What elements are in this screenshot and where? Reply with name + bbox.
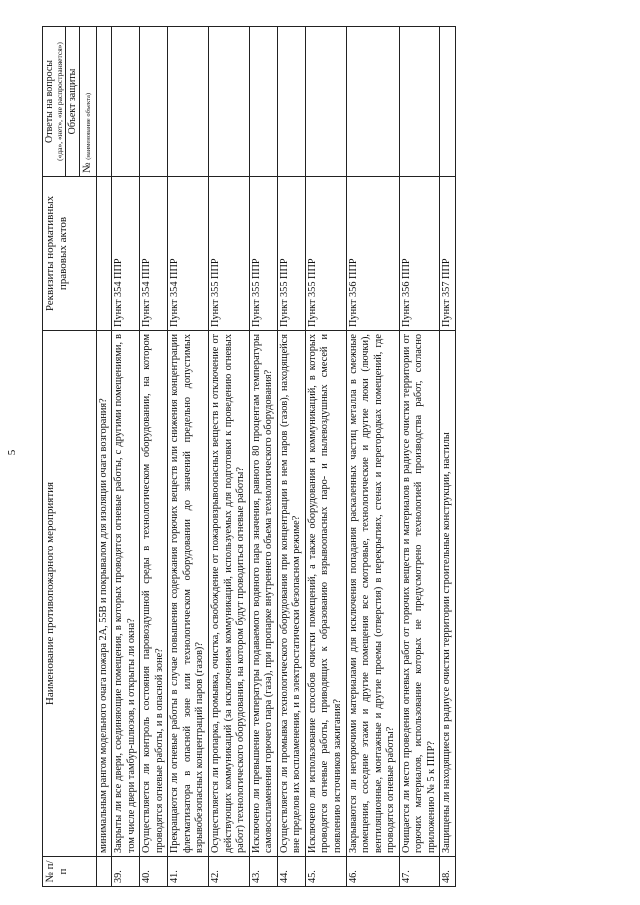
row-requisites — [96, 177, 112, 331]
table-row — [96, 27, 112, 887]
row-text: Исключено ли превышение температуры подаваемого водяного пара значения, равного 80 процентам температуры самовоспламенения горючего пара (газа), при пропарке внутреннего объема технологического оборудования? — [249, 331, 277, 857]
table-row — [305, 27, 346, 887]
row-number: 43. — [249, 857, 277, 887]
table-row — [249, 27, 277, 887]
row-requisites: Пункт 355 ППР — [305, 177, 346, 331]
header-answers-note: («да», «нет», «не распространяется») — [54, 42, 64, 161]
row-requisites: Пункт 356 ППР — [399, 177, 440, 331]
header-name: Наименование противопожарного мероприятия — [43, 331, 97, 857]
row-number: 44. — [277, 857, 305, 887]
table-row — [346, 27, 399, 887]
row-answer — [168, 27, 209, 177]
header-object-note: (наименование объекта) — [85, 92, 93, 160]
header-object-num: № — [81, 162, 94, 173]
row-number: 48. — [440, 857, 456, 887]
row-requisites: Пункт 354 ППР — [168, 177, 209, 331]
row-text: Защищены ли находящиеся в радиусе очистки территории строительные конструкции, настилы — [440, 331, 456, 857]
row-number: 47. — [399, 857, 440, 887]
row-requisites: Пункт 357 ППР — [440, 177, 456, 331]
row-answer — [346, 27, 399, 177]
row-requisites: Пункт 354 ППР — [140, 177, 168, 331]
table-row — [277, 27, 305, 887]
header-object — [65, 27, 80, 177]
table-row — [140, 27, 168, 887]
row-text: Осуществляется ли контроль состояния паровоздушной среды в технологическом оборудовании, на котором проводятся огневые работы, и в опасной зоне? — [140, 331, 168, 857]
row-requisites: Пункт 355 ППР — [277, 177, 305, 331]
row-answer — [305, 27, 346, 177]
table-row — [399, 27, 440, 887]
row-answer — [112, 27, 140, 177]
row-answer — [277, 27, 305, 177]
header-answers-title: Ответы на вопросы — [44, 60, 55, 143]
row-answer — [140, 27, 168, 177]
row-number: 42. — [209, 857, 250, 887]
page-number: 5 — [6, 449, 18, 456]
header-object-number — [80, 27, 96, 177]
header-object-title: Объект защиты — [66, 68, 78, 135]
row-answer — [399, 27, 440, 177]
row-answer — [96, 27, 112, 177]
row-number: 45. — [305, 857, 346, 887]
row-requisites: Пункт 354 ППР — [112, 177, 140, 331]
row-answer — [209, 27, 250, 177]
row-requisites: Пункт 355 ППР — [249, 177, 277, 331]
row-number: 46. — [346, 857, 399, 887]
row-number: 40. — [140, 857, 168, 887]
table-row — [440, 27, 456, 887]
row-text: Исключено ли использование способов очистки помещений, а также оборудования и коммуникаций, в которых проводятся огневые работы, приводящих к образованию взрывоопасных паро- и пылевоздушных смесей и появлению источников зажигания? — [305, 331, 346, 857]
row-number — [96, 857, 112, 887]
table-row — [209, 27, 250, 887]
row-number: 41. — [168, 857, 209, 887]
header-num: № п/п — [43, 857, 97, 887]
row-text: Осуществляется ли промывка технологического оборудования при концентрации в нем паров (газов), находящейся вне пределов их воспламенения, и в электростатически безопасном режиме? — [277, 331, 305, 857]
row-requisites: Пункт 356 ППР — [346, 177, 399, 331]
checklist-table — [42, 26, 456, 887]
header-answers — [43, 27, 66, 177]
row-answer — [440, 27, 456, 177]
row-requisites: Пункт 355 ППР — [209, 177, 250, 331]
row-text: Прекращаются ли огневые работы в случае повышения содержания горючих веществ или снижения концентрации флегматизатора в опасной зоне или технологическом оборудовании до значений предельно допустимых взрывобезопасных концентраций паров (газов)? — [168, 331, 209, 857]
row-text: Осуществляется ли пропарка, промывка, очистка, освобождение от пожаровзрывоопасных веществ и отключение от действующих коммуникаций (за исключением коммуникаций, используемых для подготовки к проведению огневых работ) технологического оборудования, на котором будут проводиться огневые работы? — [209, 331, 250, 857]
row-text: Закрыты ли все двери, соединяющие помещения, в которых проводятся огневые работы, с другими помещениями, в том числе двери тамбур-шлюзов, и открыты ли окна? — [112, 331, 140, 857]
row-number: 39. — [112, 857, 140, 887]
row-text: Очищается ли место проведения огневых работ от горючих веществ и материалов в радиусе очистки территории от горючих материалов, использование которых не предусмотрено технологией производства работ, согласно приложению № 5 к ППР? — [399, 331, 440, 857]
row-text: Закрываются ли негорючими материалами для исключения попадания раскаленных частиц металла в смежные помещения, соседние этажи и другие помещения все смотровые, технологические и другие люки (лючки), вентиляционные, монтажные и другие проемы (отверстия) в перекрытиях, стенах и перегородках помещений, где проводятся огневые работы? — [346, 331, 399, 857]
table-header-row-1 — [43, 27, 66, 887]
row-text: минимальным рангом модельного очага пожара 2А, 55В и покрывалом для изоляции очага возгорания? — [96, 331, 112, 857]
header-requisites: Реквизиты нормативных правовых актов — [43, 177, 97, 331]
table-row — [112, 27, 140, 887]
table-body — [96, 27, 455, 887]
row-answer — [249, 27, 277, 177]
table-row — [168, 27, 209, 887]
